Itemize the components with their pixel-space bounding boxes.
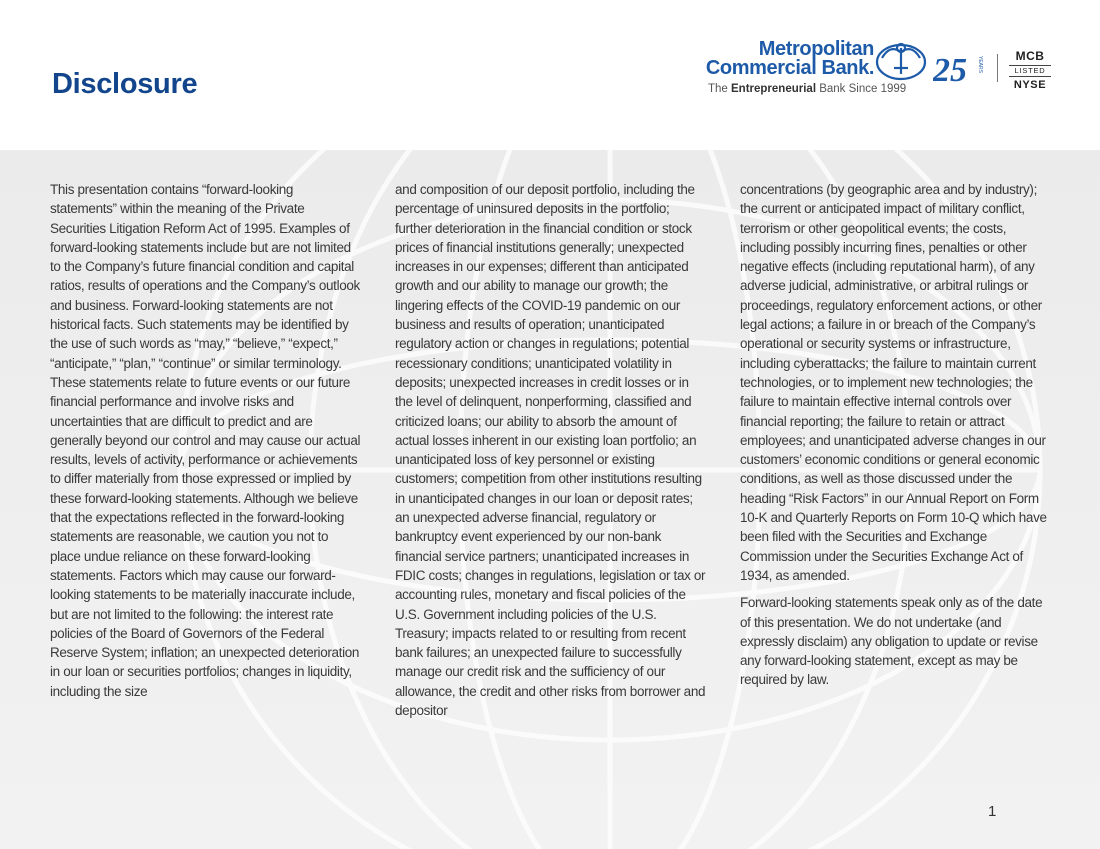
- disclosure-paragraph: and composition of our deposit portfolio, including the percentage of uninsured deposits in the portfolio; further deterioration in the financial condition or stock prices of financial institutions generally; unexpected increases in our expenses; different than anticipated growth and our ability to manage our growth; the lingering effects of the COVID-19 pandemic on our business and results of operation; unanticipated regulatory action or changes in regulations; potential recessionary conditions; unanticipated volatility in deposits; unexpected increases in credit losses or in the level of delinquent, nonperforming, classified and criticized loans; our ability to absorb the amount of actual losses inherent in our existing loan portfolio; an unanticipated loss of key personnel or existing customers; competition from other institutions resulting in unanticipated changes in our loan or deposit rates; an unexpected adverse financial, regulatory or bankruptcy event experienced by our non-bank financial service partners; unanticipated increases in FDIC costs; changes in regulations, legislation or tax or accounting rules, monetary and fiscal policies of the U.S. Government including policies of the U.S. Treasury; impacts related to or resulting from recent bank failures; an unexpected failure to successfully manage our credit risk and the sufficiency of our allowance, the credit and other risks from borrower and depositor: [395, 182, 706, 719]
- listed-label: LISTED: [1009, 65, 1051, 77]
- ticker-symbol: MCB: [1015, 49, 1045, 63]
- brand-logo: [700, 36, 1070, 106]
- disclosure-paragraph: concentrations (by geographic area and by industry); the current or anticipated impact of military conflict, terrorism or other geopolitical events; the costs, including possibly incurring fines, penalties or other negative effects (including reputational harm), of any adverse judicial, administrative, or arbitral rulings or proceedings, regulatory enforcement actions, or other legal actions; a failure in or breach of the Company’s operational or security systems or infrastructure, including cyberattacks; the failure to maintain current technologies, or to implement new technologies; the failure to maintain effective internal controls over financial reporting; the failure to retain or attract employees; and unanticipated adverse changes in our customers’ economic conditions or general economic conditions, as well as those discussed under the heading “Risk Factors” in our Annual Report on Form 10-K and Quarterly Reports on Form 10-Q which have been filed with the Securities and Exchange Commission under the Securities Exchange Act of 1934, as amended.: [740, 182, 1047, 583]
- exchange-listing-badge: [1009, 49, 1051, 91]
- tagline-prefix: The: [708, 83, 732, 95]
- bank-name-line2: Commercial Bank.: [705, 57, 874, 79]
- page-title: Disclosure: [52, 68, 198, 100]
- disclosure-column-3: [740, 180, 1052, 698]
- page-number: 1: [988, 803, 997, 820]
- bank-name-line1: Metropolitan: [758, 38, 874, 60]
- eagle-icon: [874, 38, 928, 82]
- tagline-suffix: Bank Since 1999: [816, 83, 907, 95]
- exchange-name: NYSE: [1013, 79, 1047, 91]
- disclosure-column-1: [50, 180, 362, 709]
- anniversary-badge-icon: [933, 48, 985, 86]
- anniversary-years-label: YEARS: [977, 56, 983, 73]
- bank-name: [706, 40, 874, 78]
- disclosure-paragraph: This presentation contains “forward-looking statements” within the meaning of the Private Securities Litigation Reform Act of 1995. Examples of forward-looking statements include but are not limited to the Company’s future financial condition and capital ratios, results of operations and the Company’s outlook and business. Forward-looking statements are not historical facts. Such statements may be identified by the use of such words as “may,” “believe,” “expect,” “anticipate,” “plan,” “continue” or similar terminology. These statements relate to future events or our future financial performance and involve risks and uncertainties that are difficult to predict and are generally beyond our control and may cause our actual results, levels of activity, performance or achievements to differ materially from those expressed or implied by these forward-looking statements. Although we believe that the expectations reflected in the forward-looking statements are reasonable, we caution you not to place undue reliance on these forward-looking statements. Factors which may cause our forward-looking statements to be materially inaccurate include, but are not limited to the following: the interest rate policies of the Board of Governors of the Federal Reserve System; inflation; an unexpected deterioration in our loan or securities portfolios; changes in liquidity, including the size: [50, 182, 361, 699]
- disclosure-column-2: [395, 180, 707, 728]
- anniversary-number: 25: [933, 52, 967, 86]
- disclosure-paragraph: Forward-looking statements speak only as of the date of this presentation. We do not undertake (and expressly disclaim) any obligation to update or revise any forward-looking statement, except as may be required by law.: [740, 595, 1043, 688]
- tagline-bold: Entrepreneurial: [731, 83, 817, 95]
- logo-divider: [997, 54, 998, 82]
- brand-tagline: [708, 83, 906, 95]
